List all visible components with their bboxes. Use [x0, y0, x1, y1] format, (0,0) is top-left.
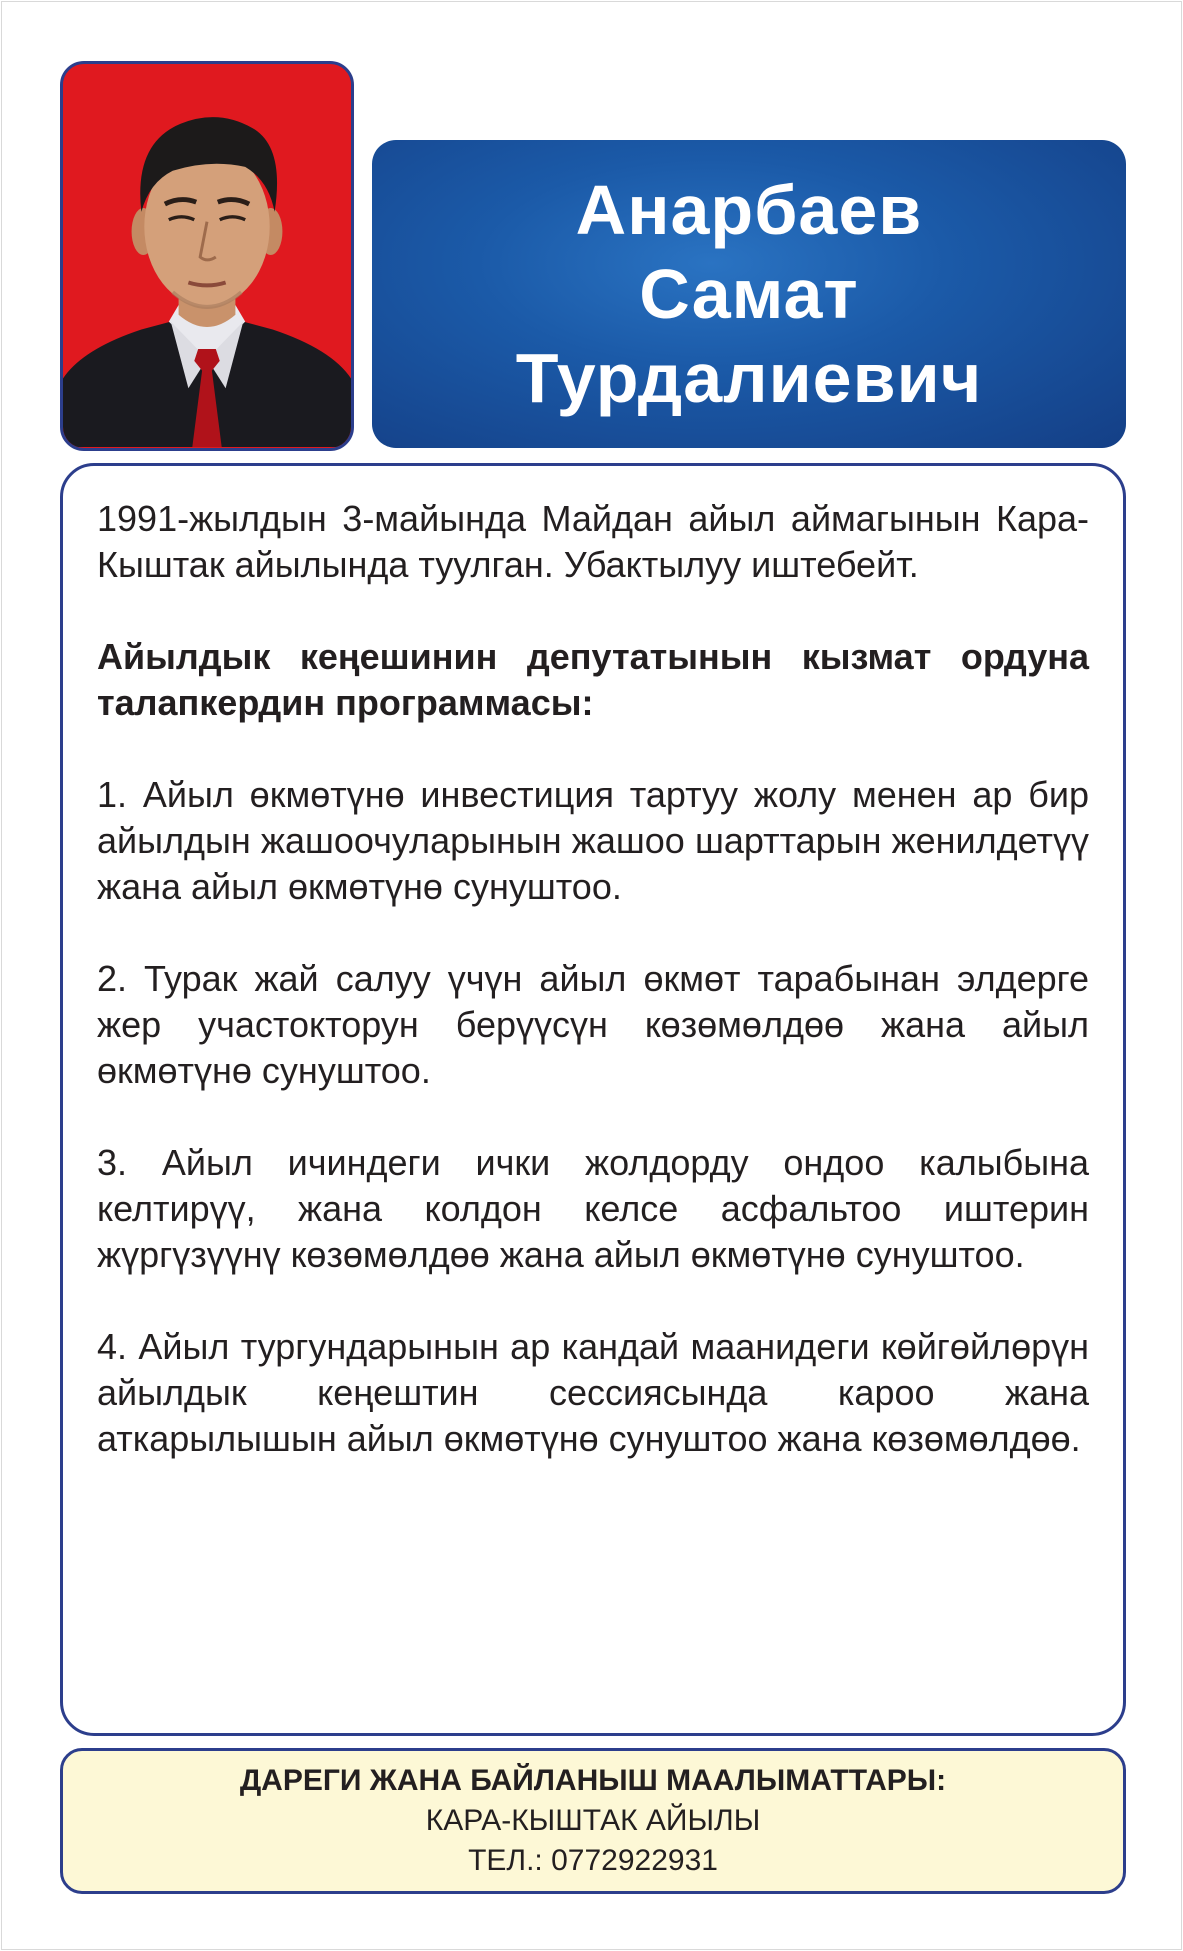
contacts-title: ДАРЕГИ ЖАНА БАЙЛАНЫШ МААЛЫМАТТАРЫ:: [239, 1764, 947, 1797]
contacts-address: КАРА-КЫШТАК АЙЫЛЫ: [425, 1804, 761, 1837]
program-item-1: 1. Айыл өкмөтүнө инвестиция тартуу жолу менен ар бир айылдын жашоочуларынын жашоо шарттарын женилдетүү жана айыл өкмөтүнө сунуштоо.: [97, 774, 1089, 907]
candidate-patronymic: Турдалиевич: [515, 339, 983, 417]
program-item-2: 2. Турак жай салуу үчүн айыл өкмөт тарабынан элдерге жер участокторун берүүсүн көзөмөлдөө жана айыл өкмөтүнө сунуштоо.: [97, 958, 1089, 1091]
program-item-4: 4. Айыл тургундарынын ар кандай маанидеги көйгөйлөрүн айылдык кеңештин сессиясында кароо жана аткарылышын айыл өкмөтүнө сунуштоо жана көзөмөлдөө.: [97, 1326, 1089, 1459]
candidate-first-name: Самат: [639, 255, 859, 333]
bio-paragraph: 1991-жылдын 3-майында Майдан айыл аймагынын Кара-Кыштак айылында туулган. Убактылуу иштебейт.: [97, 498, 1089, 585]
candidate-name-banner: [372, 140, 1126, 448]
program-item-3: 3. Айыл ичиндеги ички жолдорду ондоо калыбына келтирүү, жана колдон келсе асфальтоо иштерин жүргүзүүнү көзөмөлдөө жана айыл өкмөтүнө сунуштоо.: [97, 1142, 1089, 1275]
contacts-panel: [60, 1748, 1126, 1894]
portrait-image: [63, 64, 351, 448]
contacts-phone: ТЕЛ.: 0772922931: [468, 1844, 718, 1877]
program-heading: Айылдык кеңешинин депутатынын кызмат ордуна талапкердин программасы:: [97, 636, 1089, 723]
candidate-photo: [60, 61, 354, 451]
bio-panel: [60, 463, 1126, 1736]
candidate-surname: Анарбаев: [575, 171, 923, 249]
poster: [1, 1, 1182, 1950]
